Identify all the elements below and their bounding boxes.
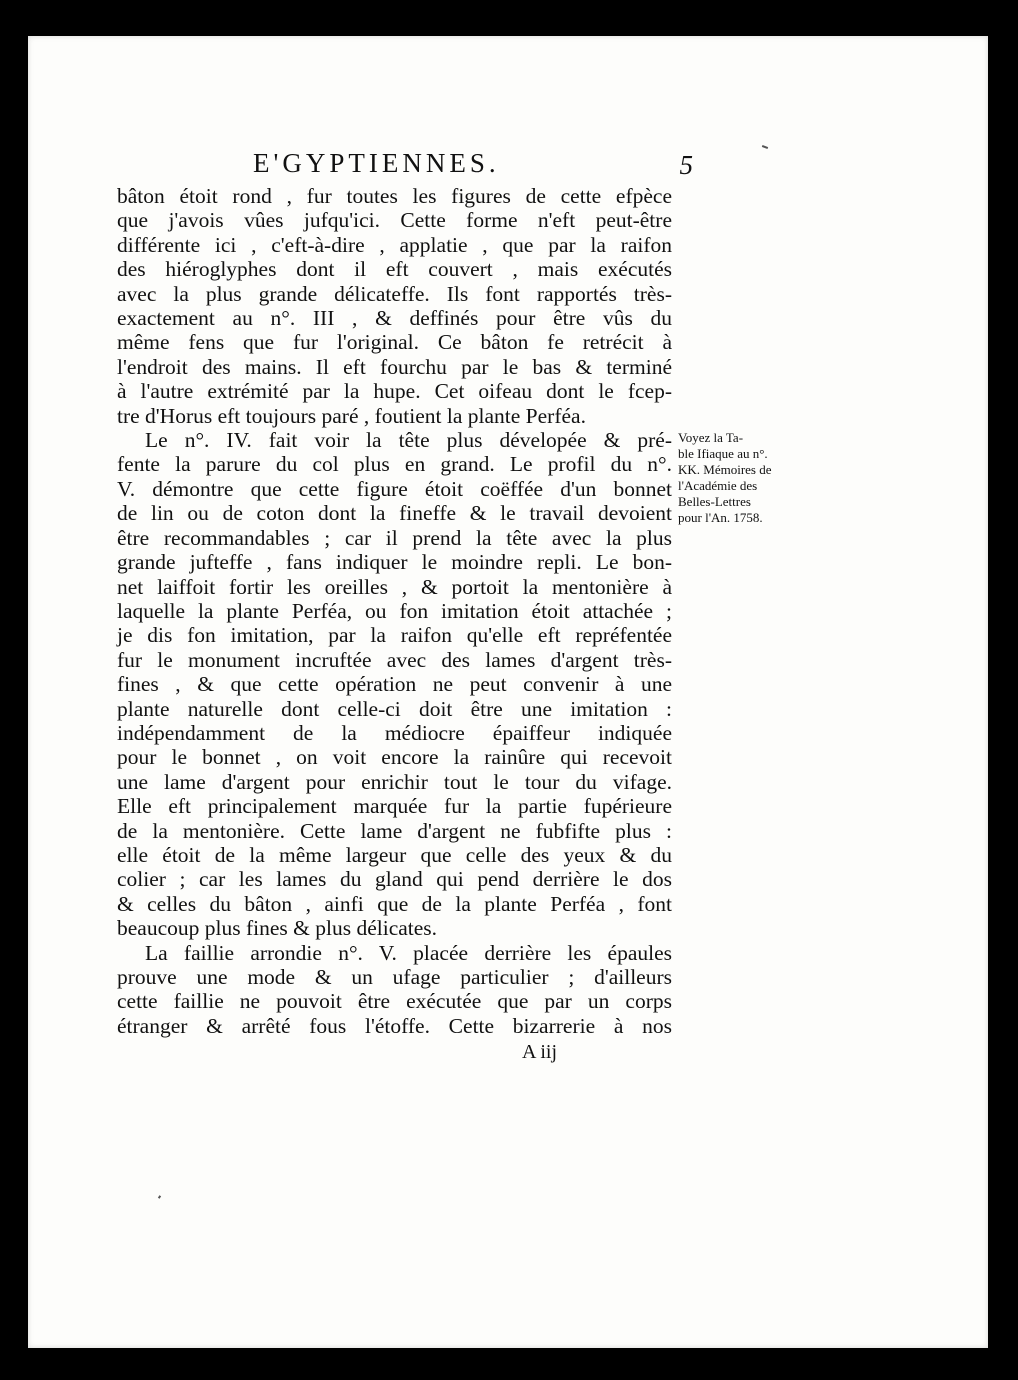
text-line: à l'autre extrémité par la hupe. Cet oifeau dont le fcep- xyxy=(117,379,672,404)
text-line: bâton étoit rond , fur toutes les figures de cette efpèce xyxy=(117,184,672,208)
running-title: E'GYPTIENNES. xyxy=(253,148,500,178)
text-line: beaucoup plus fines & plus délicates. xyxy=(117,916,438,941)
text-line: fente la parure du col plus en grand. Le profil du n°. xyxy=(117,452,672,477)
text-line: plante naturelle dont celle-ci doit être une imitation : xyxy=(117,696,672,721)
text-line: de lin ou de coton dont la fineffe & le travail devoient xyxy=(117,501,672,526)
margin-note-line: Belles-Lettres xyxy=(678,494,751,509)
text-line: même fens que fur l'original. Ce bâton fe retrécit à xyxy=(117,330,672,355)
text-line: & celles du bâton , ainfi que de la plante Perféa , font xyxy=(117,891,672,916)
margin-note-line: l'Académie des xyxy=(678,478,758,493)
book-page xyxy=(28,36,988,1348)
margin-note xyxy=(678,430,796,526)
text-line: tre d'Horus eft toujours paré , foutient la plante Perféa. xyxy=(117,403,586,428)
signature-mark: A iij xyxy=(522,1041,558,1063)
text-line: une lame d'argent pour enrichir tout le tour du vifage. xyxy=(117,769,672,794)
text-line: des hiéroglyphes dont il eft couvert , mais exécutés xyxy=(117,257,672,282)
text-line: fur le monument incruftée avec des lames d'argent très- xyxy=(117,647,672,672)
text-line: être recommandables ; car il prend la tête avec la plus xyxy=(117,525,672,550)
text-line: différente ici , c'eft-à-dire , applatie , que par la raifon xyxy=(117,232,672,257)
text-line: pour le bonnet , on voit encore la rainûre qui recevoit xyxy=(117,745,672,770)
text-line: V. démontre que cette figure étoit coëffée d'un bonnet xyxy=(117,476,672,501)
text-line: Elle eft principalement marquée fur la partie fupérieure xyxy=(117,794,672,819)
text-line: laquelle la plante Perféa, ou fon imitation étoit attachée ; xyxy=(117,598,672,623)
margin-note-line: Voyez la Ta- xyxy=(678,430,744,445)
text-line: cette faillie ne pouvoit être exécutée que par un corps xyxy=(117,989,672,1014)
text-line: exactement au n°. III , & deffinés pour être vûs du xyxy=(117,306,672,331)
text-line: étranger & arrêté fous l'étoffe. Cette bizarrerie à nos xyxy=(117,1013,672,1038)
text-line: indépendamment de la médiocre épaiffeur indiquée xyxy=(117,720,672,745)
margin-note-line: ble Ifiaque au n°. xyxy=(678,446,768,461)
text-line: grande jufteffe , fans indiquer le moindre repli. Le bon- xyxy=(117,550,672,575)
text-line: je dis fon imitation, par la raifon qu'elle eft repréfentée xyxy=(117,623,672,648)
text-line: l'endroit des mains. Il eft fourchu par le bas & terminé xyxy=(117,354,672,379)
text-line: avec la plus grande délicateffe. Ils font rapportés très- xyxy=(117,281,672,306)
text-line: de la mentonière. Cette lame d'argent ne fubfifte plus : xyxy=(117,818,672,843)
text-line: elle étoit de la même largeur que celle des yeux & du xyxy=(117,842,672,867)
text-line: net laiffoit fortir les oreilles , & portoit la mentonière à xyxy=(117,574,672,599)
text-line: que j'avois vûes jufqu'ici. Cette forme n'eft peut-être xyxy=(117,208,672,233)
speck xyxy=(158,1195,161,1199)
margin-note-line: KK. Mémoires de xyxy=(678,462,772,477)
text-line: prouve une mode & un ufage particulier ; d'ailleurs xyxy=(117,965,672,989)
text-line: fines , & que cette opération ne peut convenir à une xyxy=(117,672,672,697)
margin-note-line: pour l'An. 1758. xyxy=(678,510,763,525)
body-text xyxy=(117,184,672,1038)
text-line: colier ; car les lames du gland qui pend derrière le dos xyxy=(117,867,672,892)
text-line: La faillie arrondie n°. V. placée derrière les épaules xyxy=(145,940,672,965)
page-number: 5 xyxy=(679,150,693,180)
speck xyxy=(762,145,768,149)
text-line: Le n°. IV. fait voir la tête plus dévelopée & pré- xyxy=(145,428,672,453)
running-header xyxy=(253,148,693,179)
